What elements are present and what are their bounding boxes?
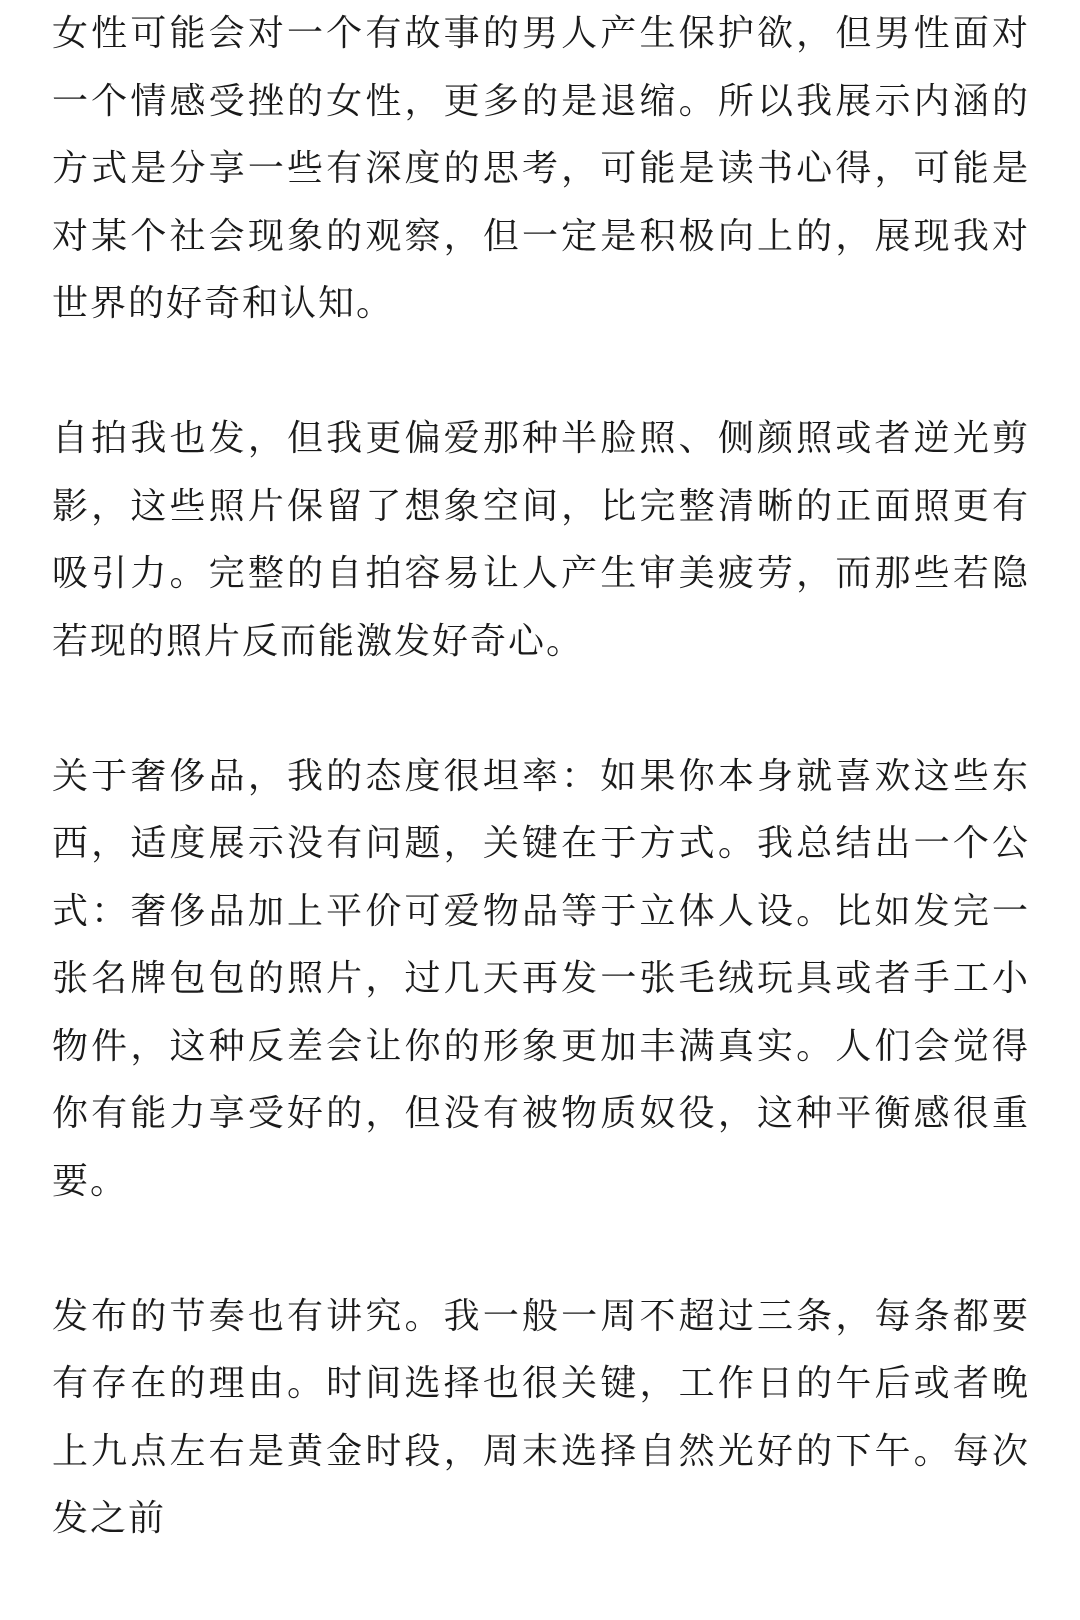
paragraph-4: 发布的节奏也有讲究。我一般一周不超过三条，每条都要有存在的理由。时间选择也很关键，工作日的午后或者晚上九点左右是黄金时段，周末选择自然光好的下午。每次发之前 (52, 1295, 1030, 1539)
article-body (52, 0, 1030, 1620)
paragraph-1: 女性可能会对一个有故事的男人产生保护欲，但男性面对一个情感受挫的女性，更多的是退缩。所以我展示内涵的方式是分享一些有深度的思考，可能是读书心得，可能是对某个社会现象的观察，但一定是积极向上的，展现我对世界的好奇和认知。 (52, 13, 1030, 324)
paragraph-3: 关于奢侈品，我的态度很坦率：如果你本身就喜欢这些东西，适度展示没有问题，关键在于方式。我总结出一个公式：奢侈品加上平价可爱物品等于立体人设。比如发完一张名牌包包的照片，过几天再发一张毛绒玩具或者手工小物件，这种反差会让你的形象更加丰满真实。人们会觉得你有能力享受好的，但没有被物质奴役，这种平衡感很重要。 (52, 755, 1030, 1202)
paragraph-2: 自拍我也发，但我更偏爱那种半脸照、侧颜照或者逆光剪影，这些照片保留了想象空间，比完整清晰的正面照更有吸引力。完整的自拍容易让人产生审美疲劳，而那些若隐若现的照片反而能激发好奇心。 (52, 418, 1030, 662)
